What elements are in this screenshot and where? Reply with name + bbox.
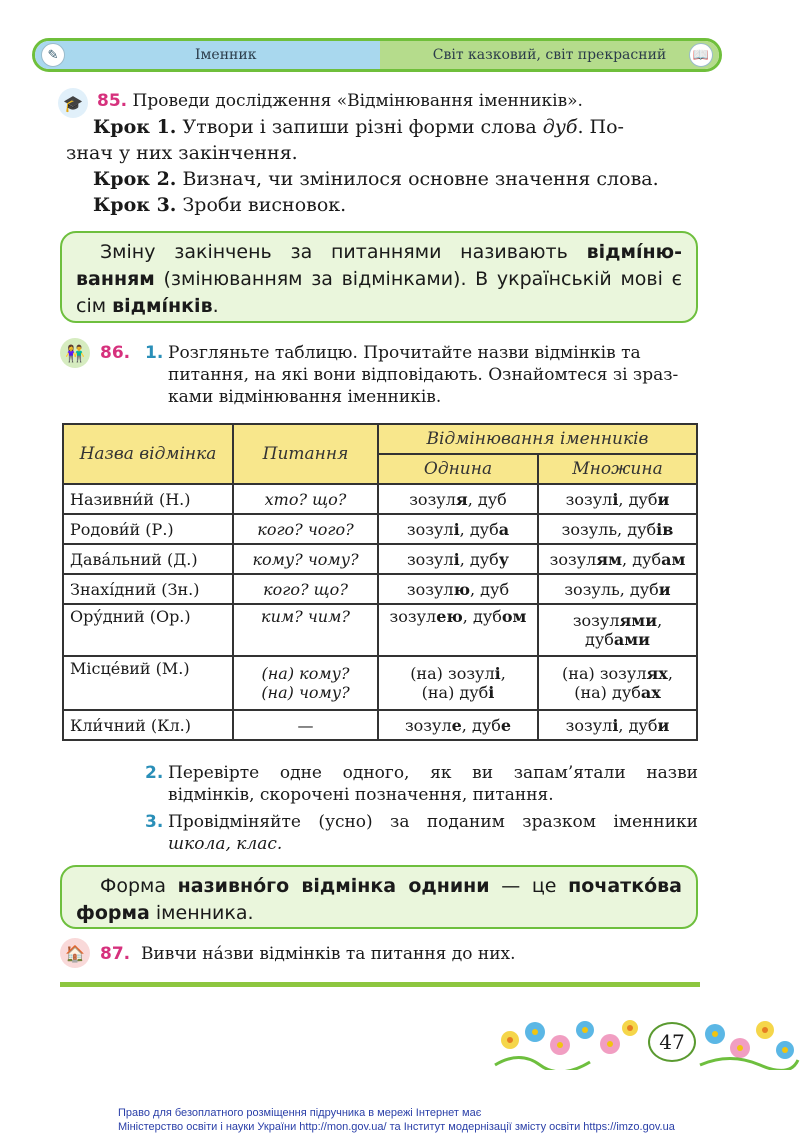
task-87: 87. Вивчи на́зви відмінків та питання до них.: [100, 944, 516, 964]
pen-icon: ✎: [41, 43, 65, 67]
table-header-row: [63, 424, 697, 454]
task-87-number: 87.: [100, 944, 131, 964]
table-row: Ору́дний (Ор.) ким? чим? зозулею, дубом зозулями, дубами: [63, 604, 697, 656]
task-86-sub1-number: 1.: [145, 343, 164, 363]
col-header-singular: Однина: [378, 454, 538, 484]
col-header-plural: Множина: [538, 454, 697, 484]
book-icon: 📖: [689, 43, 713, 67]
col-header-declension: Відмінювання іменників: [378, 424, 697, 454]
table-row: Знахі́дний (Зн.) кого? що? зозулю, дуб зозуль, дуби: [63, 574, 697, 604]
task-86-sub1-text: Розгляньте таблицю. Прочитайте назви відмінків та питання, на які вони відповідають. Ознайомтеся зі зраз- ками відмінювання іменників.: [168, 343, 679, 407]
task-85-number: 85.: [97, 91, 128, 111]
table-row: Називни́й (Н.) хто? що? зозуля, дуб зозулі, дуби: [63, 484, 697, 514]
task-86-number-line: [100, 342, 130, 364]
table-row: Місце́вий (М.) (на) кому? (на) чому? (на) зозулі, (на) дубі (на) зозулях, (на) дубах: [63, 656, 697, 710]
task-85-step2: Крок 2. Визнач, чи змінилося основне значення слова.: [93, 168, 659, 190]
col-header-case-name: Назва відмінка: [63, 424, 233, 484]
task-85-step3: Крок 3. Зроби висновок.: [93, 194, 347, 216]
house-icon: 🏠: [60, 938, 90, 968]
rule-box-initial-form: Форма називно́го відмінка однини — це початко́ва форма іменника.: [60, 865, 698, 929]
task-85-step1: Крок 1. Утвори і запиши різні форми слова дуб. По-: [93, 116, 624, 138]
task-86-sub3-text: Провідміняйте (усно) за поданим зразком іменники школа, клас.: [168, 812, 698, 854]
header-left-section: [35, 41, 380, 69]
task-86-number: 86.: [100, 343, 131, 363]
task-86-sub2-text: Перевірте одне одного, як ви запам’ятали назви відмінків, скорочені позначення, питання.: [168, 763, 698, 805]
task-85-step1-line2: знач у них закінчення.: [66, 142, 298, 164]
col-header-question: Питання: [233, 424, 378, 484]
header-right-section: [380, 41, 719, 69]
footer-notice: Право для безоплатного розміщення підручника в мережі Інтернет має Міністерство освіти і науки України http://mon.gov.ua/ та Інститут модернізації змісту освіти https://imzo.gov.ua: [118, 1107, 675, 1133]
page-number: 47: [648, 1022, 696, 1062]
task-86-sub2-number: 2.: [145, 763, 164, 783]
task-86-sub3-number: 3.: [145, 812, 164, 832]
divider-line: [60, 982, 700, 987]
flower-icon: [495, 1020, 798, 1070]
table-row: Дава́льний (Д.) кому? чому? зозулі, дубу зозулям, дубам: [63, 544, 697, 574]
table-row: Кли́чний (Кл.) — зозуле, дубе зозулі, дуби: [63, 710, 697, 740]
rule-box-declension: Зміну закінчень за питаннями називають відмі́ню- ванням (змінюванням за відмінками). В українській мові є сім відмі́нків.: [60, 231, 698, 323]
graduation-cap-icon: 🎓: [58, 88, 88, 118]
task-85-intro: 85. Проведи дослідження «Відмінювання іменників».: [97, 91, 583, 111]
header-chapter-title: Іменник: [195, 47, 257, 63]
flowers-decoration: [490, 1010, 800, 1070]
page-header: [32, 38, 722, 72]
children-icon: 👫: [60, 338, 90, 368]
table-row: Родови́й (Р.) кого? чого? зозулі, дуба зозуль, дубів: [63, 514, 697, 544]
header-section-title: Світ казковий, світ прекрасний: [432, 47, 667, 63]
declension-table: [62, 423, 698, 741]
